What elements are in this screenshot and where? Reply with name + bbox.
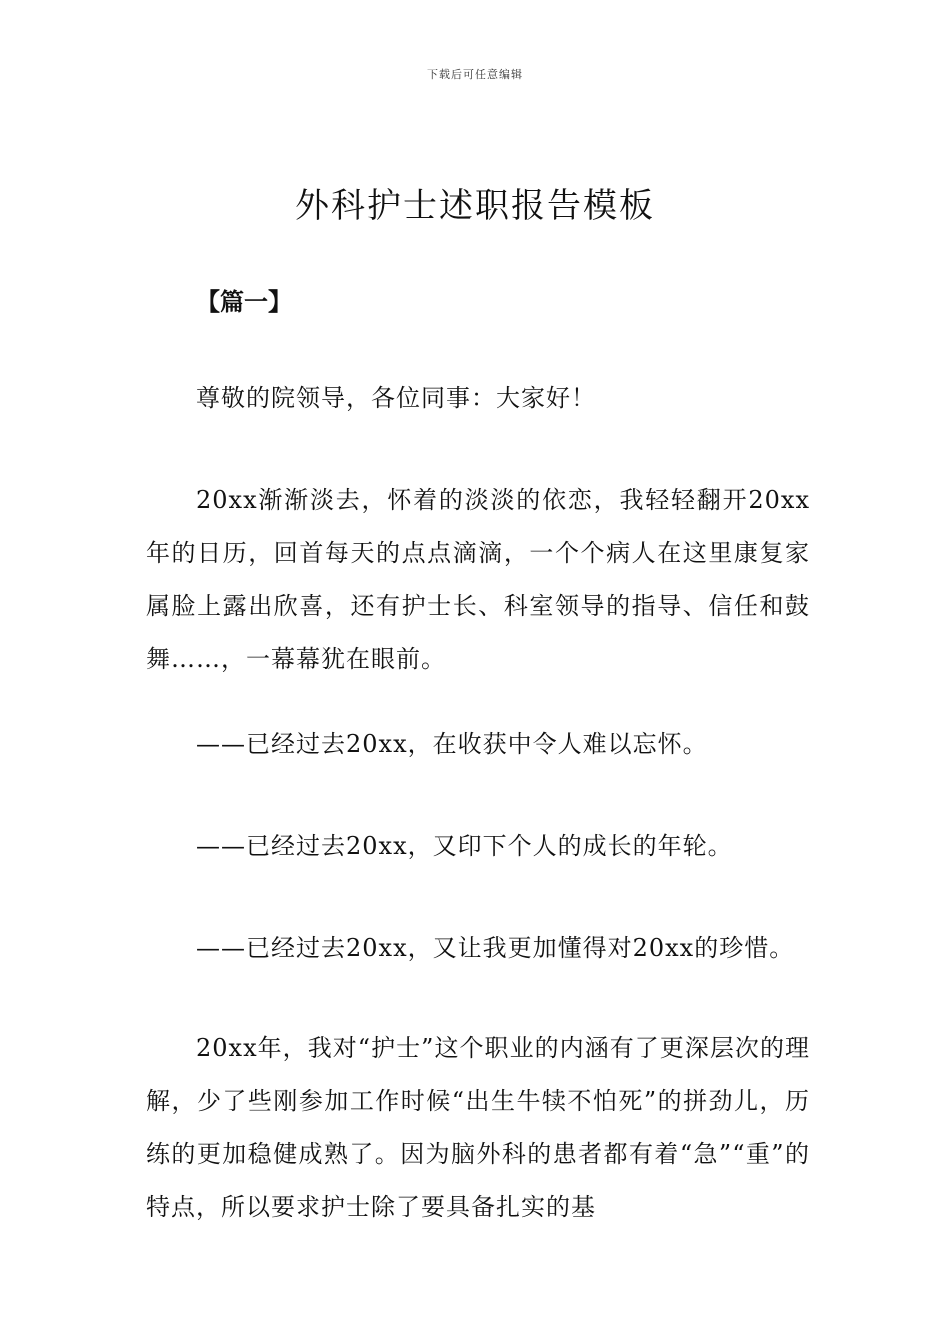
body-paragraph: 20xx年，我对“护士”这个职业的内涵有了更深层次的理解，少了些刚参加工作时候“出生牛犊不怕死”的拼劲儿，历练的更加稳健成熟了。因为脑外科的患者都有着“急”“重”的特点，所以要求护士除了要具备扎实的基	[146, 1034, 810, 1221]
document-title: 外科护士述职报告模板	[295, 186, 655, 226]
reflection-line-3: ——已经过去20xx，又让我更加懂得对20xx的珍惜。	[196, 934, 795, 962]
header-note: 下载后可任意编辑	[427, 68, 523, 81]
section-label: 【篇一】	[196, 287, 292, 316]
greeting-paragraph: 尊敬的院领导，各位同事：大家好！	[196, 384, 596, 412]
reflection-line-1: ——已经过去20xx，在收获中令人难以忘怀。	[196, 730, 708, 758]
intro-paragraph: 20xx渐渐淡去，怀着的淡淡的依恋，我轻轻翻开20xx年的日历，回首每天的点点滴滴，一个个病人在这里康复家属脸上露出欣喜，还有护士长、科室领导的指导、信任和鼓舞……，一幕幕犹在眼前。	[146, 486, 810, 673]
reflection-line-2: ——已经过去20xx，又印下个人的成长的年轮。	[196, 832, 733, 860]
